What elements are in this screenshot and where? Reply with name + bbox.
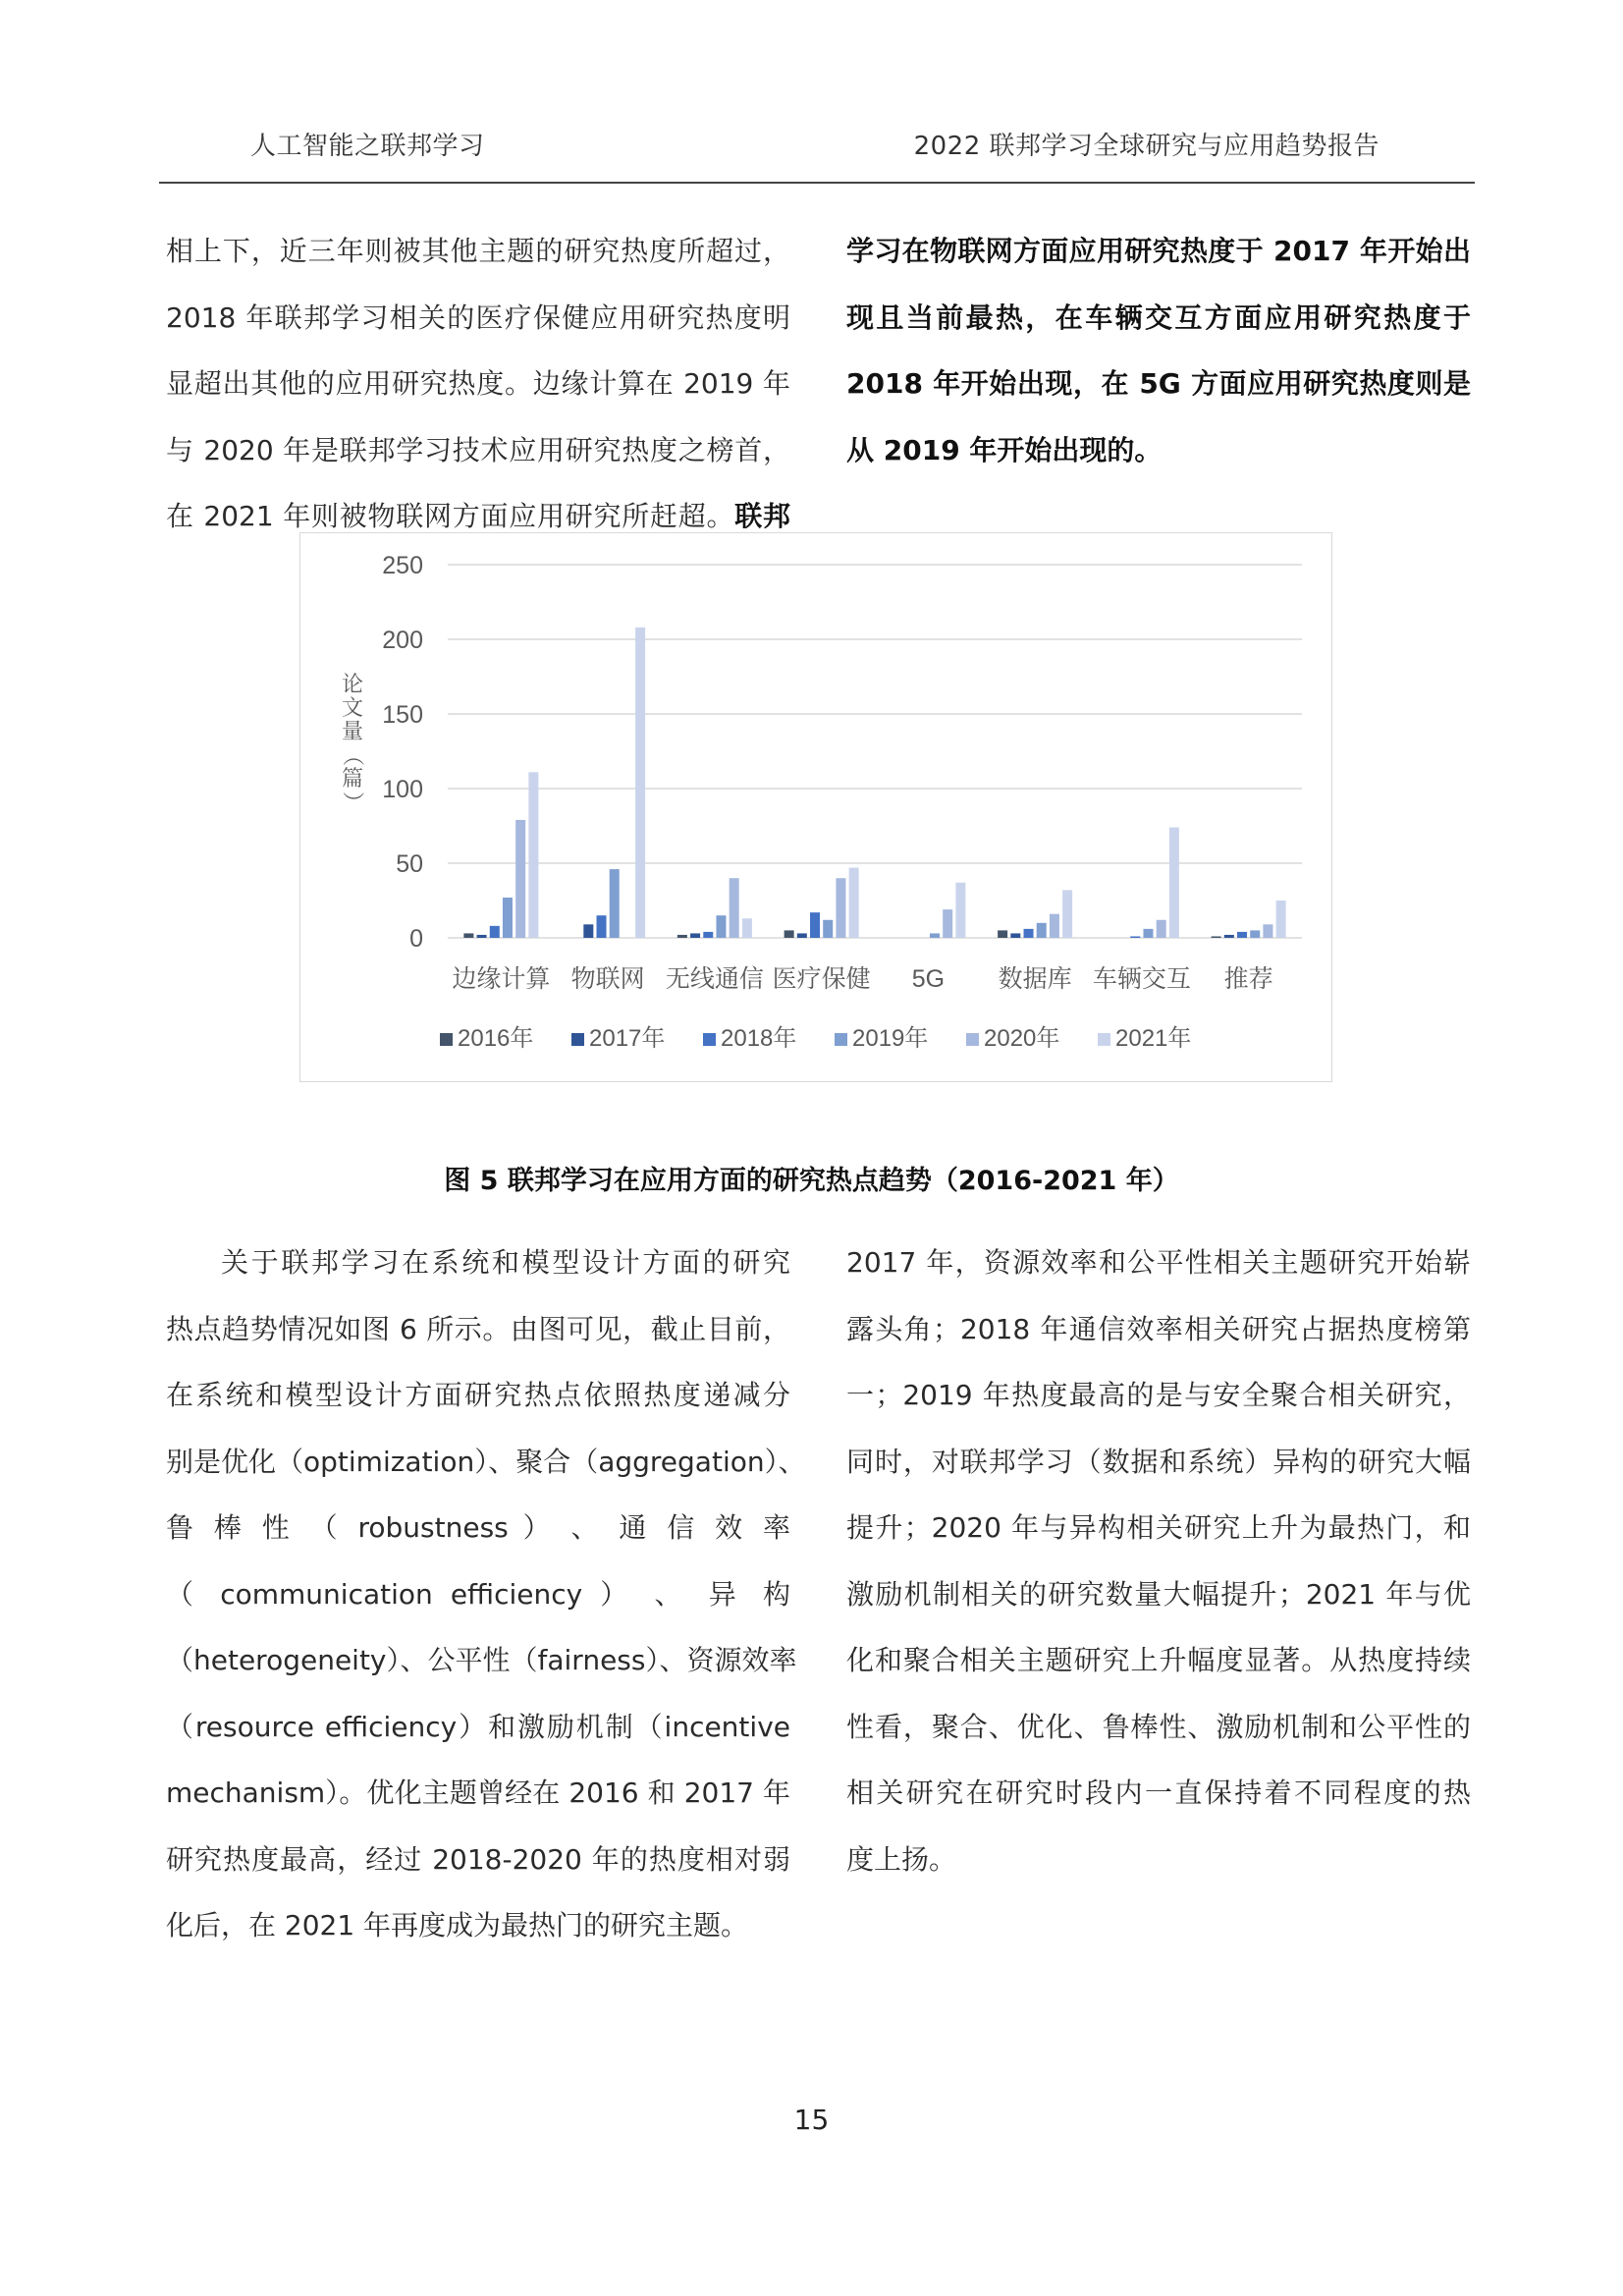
legend-swatch	[966, 1033, 979, 1046]
body-text-bottom-right	[846, 1230, 1471, 1892]
text-line: （heterogeneity）、公平性（fairness）、资源效率	[166, 1644, 797, 1676]
text-line: （ communication efficiency ） 、 异 构	[166, 1577, 790, 1611]
text-line: 研究热度最高，经过 2018-2020 年的热度相对弱	[166, 1842, 790, 1876]
legend-label: 2016年	[458, 1025, 534, 1052]
text-line: 鲁 棒 性 （ robustness ） 、 通 信 效 率	[166, 1511, 790, 1544]
bar	[730, 878, 739, 938]
text-line: 2018 年开始出现，在 5G 方面应用研究热度则是	[846, 367, 1471, 400]
y-tick-label: 50	[396, 850, 423, 878]
bar	[716, 915, 726, 938]
x-category-label: 物联网	[570, 965, 645, 993]
body-text-bottom-left	[166, 1230, 806, 1959]
y-axis-label-char: 论	[341, 672, 364, 696]
text-line: 一；2019 年热度最高的是与安全聚合相关研究，	[846, 1379, 1471, 1411]
bar	[463, 933, 473, 938]
header-right-title: 2022 联邦学习全球研究与应用趋势报告	[913, 132, 1380, 161]
bar	[583, 924, 593, 938]
bar	[490, 926, 500, 938]
text-line: 提升；2020 年与异构相关研究上升为最热门，和	[846, 1511, 1471, 1544]
y-axis-label-char: 篇	[341, 766, 364, 791]
text-line: 学习在物联网方面应用研究热度于 2017 年开始出	[846, 235, 1471, 267]
bar	[823, 920, 833, 938]
bar	[597, 915, 607, 938]
bar	[930, 933, 940, 938]
y-axis-label-char: ）	[341, 791, 365, 814]
text-line: 2017 年，资源效率和公平性相关主题研究开始崭	[846, 1246, 1471, 1279]
bar	[1237, 932, 1247, 938]
figure-caption: 图 5 联邦学习在应用方面的研究热点趋势（2016-2021 年）	[444, 1166, 1179, 1196]
bar	[1050, 914, 1059, 938]
text-line: 化后，在 2021 年再度成为最热门的研究主题。	[166, 1909, 749, 1941]
bar	[1143, 929, 1153, 938]
legend-label: 2021年	[1115, 1025, 1192, 1052]
bar	[528, 772, 538, 938]
legend-swatch	[703, 1033, 716, 1046]
legend-swatch	[1098, 1033, 1110, 1046]
text-line: 显超出其他的应用研究热度。边缘计算在 2019 年	[166, 367, 790, 400]
chart-canvas	[300, 533, 1331, 1081]
text-line: （resource efficiency）和激励机制（incentive	[166, 1710, 790, 1743]
text-line: mechanism）。优化主题曾经在 2016 和 2017 年	[166, 1777, 790, 1809]
text-line: 与 2020 年是联邦学习技术应用研究热度之榜首，	[166, 433, 790, 466]
body-text-top-left	[166, 218, 790, 550]
text-line: 激励机制相关的研究数量大幅提升；2021 年与优	[846, 1577, 1471, 1611]
bar	[690, 933, 700, 938]
text-line: 关于联邦学习在系统和模型设计方面的研究	[221, 1246, 790, 1279]
bar	[810, 912, 820, 938]
bar	[1250, 930, 1260, 938]
bar	[503, 898, 513, 938]
x-category-label: 边缘计算	[452, 965, 551, 993]
y-tick-label: 0	[409, 925, 423, 953]
x-category-label: 医疗保健	[772, 965, 871, 993]
text-segment: 在 2021 年则被物联网方面应用研究所赶超。	[166, 500, 735, 532]
text-line: 露头角；2018 年通信效率相关研究占据热度榜第	[846, 1312, 1471, 1345]
bar	[1062, 890, 1072, 938]
y-tick-label: 250	[382, 552, 423, 579]
y-tick-label: 200	[382, 627, 423, 654]
bar	[1169, 828, 1179, 938]
bar	[1024, 929, 1034, 938]
text-line: 同时，对联邦学习（数据和系统）异构的研究大幅	[846, 1445, 1471, 1478]
text-line: 相关研究在研究时段内一直保持着不同程度的热	[846, 1777, 1471, 1809]
bar	[1130, 936, 1140, 938]
bar	[610, 869, 620, 938]
bar	[635, 628, 645, 938]
page-number: 15	[793, 2104, 830, 2136]
text-segment-bold: 联邦	[734, 500, 790, 532]
bar	[797, 933, 807, 938]
x-category-label: 5G	[911, 965, 946, 993]
text-line: 度上扬。	[846, 1842, 957, 1876]
text-line: 性看，聚合、优化、鲁棒性、激励机制和公平性的	[846, 1710, 1471, 1743]
x-category-label: 无线通信	[665, 965, 764, 993]
x-category-label: 推荐	[1223, 965, 1273, 993]
bar	[849, 868, 859, 938]
legend-swatch	[571, 1033, 584, 1046]
bar	[703, 932, 713, 938]
body-text-top-right	[846, 218, 1471, 483]
text-line: 相上下，近三年则被其他主题的研究热度所超过，	[166, 235, 790, 267]
text-line: 2018 年联邦学习相关的医疗保健应用研究热度明	[166, 301, 790, 334]
bar	[1224, 935, 1234, 938]
bar	[477, 935, 487, 938]
bar	[1010, 933, 1020, 938]
y-axis-label-char: 文	[341, 695, 364, 720]
x-category-label: 数据库	[998, 965, 1072, 993]
header-left-title: 人工智能之联邦学习	[250, 132, 485, 161]
bar	[1157, 920, 1166, 938]
y-tick-label: 100	[382, 776, 423, 803]
bar	[677, 935, 687, 938]
bar	[1212, 936, 1221, 938]
bar	[515, 820, 525, 938]
text-line: 别是优化（optimization）、聚合（aggregation）、	[166, 1445, 806, 1478]
text-line: 在系统和模型设计方面研究热点依照热度递减分	[166, 1379, 790, 1411]
text-line: 化和聚合相关主题研究上升幅度显著。从热度持续	[846, 1644, 1471, 1676]
bar	[955, 883, 965, 938]
y-tick-label: 150	[382, 701, 423, 729]
bar	[784, 930, 794, 938]
bar-chart	[299, 532, 1332, 1082]
legend-swatch	[440, 1033, 453, 1046]
y-axis-label-char: 量	[341, 719, 364, 743]
legend-label: 2018年	[721, 1025, 797, 1052]
text-line: 从 2019 年开始出现的。	[846, 433, 1163, 466]
legend-swatch	[835, 1033, 847, 1046]
bar	[1037, 923, 1047, 938]
bar	[1276, 901, 1286, 938]
text-line: 热点趋势情况如图 6 所示。由图可见，截止目前，	[166, 1312, 790, 1345]
header-divider	[159, 182, 1475, 184]
bar	[943, 909, 952, 938]
bar	[998, 930, 1007, 938]
bar	[1263, 924, 1272, 938]
bar	[836, 878, 845, 938]
text-line: 现且当前最热，在车辆交互方面应用研究热度于	[846, 301, 1471, 334]
x-category-label: 车辆交互	[1092, 965, 1191, 993]
legend-label: 2017年	[589, 1025, 666, 1052]
y-axis-label-char: （	[341, 743, 365, 767]
bar	[742, 918, 752, 938]
legend-label: 2019年	[852, 1025, 929, 1052]
legend-label: 2020年	[984, 1025, 1060, 1052]
